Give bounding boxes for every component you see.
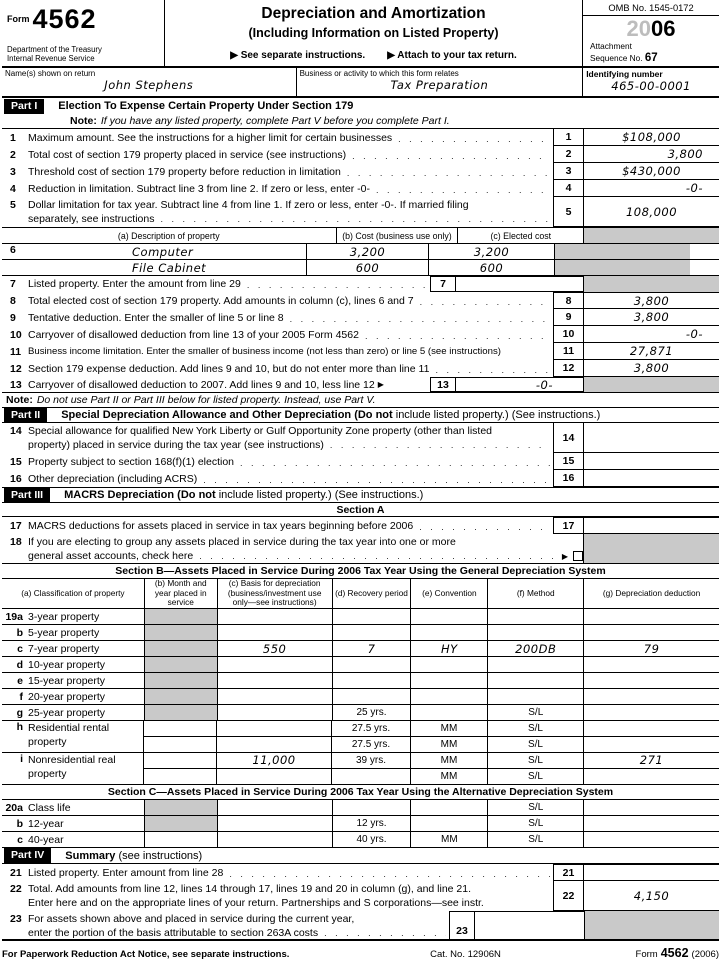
col-c-header: (c) Basis for depreciation (business/investment use only—see instructions) (218, 579, 333, 608)
form-word: Form (7, 14, 30, 24)
row19b-method[interactable] (488, 625, 584, 640)
row19c-method[interactable]: 200DB (488, 641, 584, 656)
row19i2-recovery (332, 769, 411, 784)
line17-value[interactable] (583, 517, 719, 534)
line2-number-box: 2 (553, 146, 583, 163)
row19i1-deduction[interactable]: 271 (639, 753, 664, 768)
line15-value[interactable] (583, 453, 719, 470)
line1-value[interactable]: $108,000 (583, 129, 719, 146)
line9-row: 9 Tentative deduction. Enter the smaller of line 5 or line 8 . . . 9 3,800 (2, 309, 719, 326)
shaded-cell (145, 673, 218, 688)
row19b-basis[interactable] (218, 625, 333, 640)
col-c-header: (c) Elected cost (458, 228, 584, 243)
line6-elected-1[interactable]: 3,200 (429, 244, 555, 259)
section-c-heading: Section C—Assets Placed in Service During 2006 Tax Year Using the Alternative Depreciation System (2, 785, 719, 800)
row20b-recovery: 12 yrs. (333, 816, 412, 831)
row19i2-deduction[interactable] (584, 769, 719, 784)
shaded-cell (145, 689, 218, 704)
line18-row: 18 If you are electing to group any assets placed in service during the tax year into one or more general asset accounts, check here . . . ▶ (2, 534, 719, 564)
line16-row: 16 Other depreciation (including ACRS) . . . 16 (2, 470, 719, 487)
line5-row: 5 Dollar limitation for tax year. Subtract line 4 from line 1. If zero or less, enter -0-. If married filing separately, see instructions . . . 5 108,000 (2, 197, 719, 227)
line15-number-box: 15 (553, 453, 583, 470)
form-number: 4562 (32, 4, 97, 34)
line6-table-header (2, 227, 719, 244)
row20c-basis[interactable] (218, 832, 333, 847)
row19a-deduction[interactable] (584, 609, 719, 624)
taxpayer-info-row (2, 68, 719, 98)
line6-cost-2[interactable]: 600 (307, 260, 429, 275)
line23-row: 23 For assets shown above and placed in service during the current year, enter the portion of the basis attributable to section 263A costs . . . 23 (2, 911, 719, 941)
line10-row: 10 Carryover of disallowed deduction from line 13 of your 2005 Form 4562 . . . 10 -0- (2, 326, 719, 343)
section-b-heading: Section B—Assets Placed in Service During 2006 Tax Year Using the General Depreciation System (2, 564, 719, 579)
shaded-cell (145, 609, 218, 624)
row19f-recovery[interactable] (333, 689, 412, 704)
line18-checkbox[interactable] (573, 551, 583, 561)
line8-value[interactable]: 3,800 (583, 292, 719, 309)
shaded-cell (145, 705, 218, 720)
row-19f: f 20-year property (2, 689, 719, 705)
col-a-header: (a) Description of property (2, 228, 337, 243)
shaded-cell (145, 816, 218, 831)
line8-number-box: 8 (553, 292, 583, 309)
row19b-recovery[interactable] (333, 625, 412, 640)
line16-value[interactable] (583, 470, 719, 487)
shaded-cell (145, 625, 218, 640)
line17-row: 17 MACRS deductions for assets placed in service in tax years beginning before 2006 . . . 17 (2, 517, 719, 534)
row19h1-method: S/L (488, 721, 584, 736)
line22-row: 22 Total. Add amounts from line 12, lines 14 through 17, lines 19 and 20 in column (g), and line 21. Enter here and on the appropriate lines of your return. Partnerships and S corporations—see instr. 22 4,150 (2, 881, 719, 911)
part1-note2: Note: Do not use Part II or Part III below for listed property. Instead, use Part V. (6, 394, 376, 406)
col-e-header: (e) Convention (411, 579, 488, 608)
part4-heading (2, 848, 719, 864)
row19i1-basis[interactable]: 11,000 (217, 753, 332, 768)
row19i2-basis[interactable] (217, 769, 332, 784)
row19a-recovery[interactable] (333, 609, 412, 624)
row19f-method[interactable] (488, 689, 584, 704)
shaded-area (583, 534, 719, 563)
row19e-convention[interactable] (411, 673, 488, 688)
paperwork-notice: For Paperwork Reduction Act Notice, see separate instructions. (2, 949, 290, 960)
arrow-icon: ▶ (561, 551, 568, 561)
line1-number-box: 1 (553, 129, 583, 146)
col-a-header: (a) Classification of property (2, 579, 145, 608)
line23-number-box: 23 (449, 911, 475, 939)
row19g-method: S/L (488, 705, 584, 720)
line7-number-box: 7 (430, 276, 456, 292)
row19c-recovery[interactable]: 7 (333, 641, 412, 656)
line14-row: 14 Special allowance for qualified New York Liberty or Gulf Opportunity Zone property (other than listed property) placed in service during the tax year (see instructions) . . . 14 (2, 423, 719, 453)
row-20b: b 12-year 12 yrs. S/L (2, 816, 719, 832)
form-title-block (165, 0, 583, 66)
shaded-area (555, 244, 690, 259)
shaded-area (584, 276, 719, 292)
part2-badge: Part II (4, 408, 47, 423)
form-subtitle: (Including Information on Listed Property) (248, 26, 499, 40)
line12-value[interactable]: 3,800 (583, 360, 719, 377)
omb-number: OMB No. 1545-0172 (583, 0, 719, 16)
form-footer-id: Form 4562 (2006) (635, 946, 719, 960)
business-field[interactable]: Tax Preparation (390, 78, 489, 92)
row19h1-basis[interactable] (217, 721, 332, 736)
line10-number-box: 10 (553, 326, 583, 343)
row20a-recovery (333, 800, 412, 815)
row-19a: 19a 3-year property (2, 609, 719, 625)
row20c-recovery: 40 yrs. (333, 832, 412, 847)
row19d-recovery[interactable] (333, 657, 412, 672)
line22-value[interactable]: 4,150 (583, 881, 719, 911)
line1-row: 1 Maximum amount. See the instructions for a higher limit for certain businesses . . . 1 $108,000 (2, 129, 719, 146)
row19d-deduction[interactable] (584, 657, 719, 672)
shaded-area (584, 377, 719, 392)
line5-value[interactable]: 108,000 (583, 197, 719, 227)
line3-row: 3 Threshold cost of section 179 property before reduction in limitation . . . 3 $430,000 (2, 163, 719, 180)
row19i1-method: S/L (488, 753, 584, 768)
row19h2-deduction[interactable] (584, 737, 719, 752)
row19b-deduction[interactable] (584, 625, 719, 640)
line4-row: 4 Reduction in limitation. Subtract line 3 from line 2. If zero or less, enter -0- . . . 4 -0- (2, 180, 719, 197)
line14-number-box: 14 (553, 423, 583, 453)
part2-title: Special Depreciation Allowance and Other Depreciation (Do not include listed property.) (See instructions.) (61, 409, 601, 421)
row19h2-convention: MM (411, 737, 488, 752)
col-b-header: (b) Month and year placed in service (145, 579, 218, 608)
line16-number-box: 16 (553, 470, 583, 487)
line15-row: 15 Property subject to section 168(f)(1) election . . . 15 (2, 453, 719, 470)
row19g-convention[interactable] (411, 705, 488, 720)
row-19b: b 5-year property (2, 625, 719, 641)
part1-note: Note: If you have any listed property, complete Part V before you complete Part I. (2, 114, 719, 129)
line22-number-box: 22 (553, 881, 583, 911)
row19d-convention[interactable] (411, 657, 488, 672)
line6-row-2 (2, 260, 719, 276)
part1-title: Election To Expense Certain Property Under Section 179 (58, 100, 354, 112)
attach-note: ▶ Attach to your tax return. (387, 50, 517, 61)
row-19g: g 25-year property 25 yrs. S/L (2, 705, 719, 721)
part1-badge: Part I (4, 99, 44, 114)
macrs-table-header (2, 579, 719, 609)
line8-row: 8 Total elected cost of section 179 property. Add amounts in column (c), lines 6 and 7 . . . 8 3,800 (2, 292, 719, 309)
row19e-basis[interactable] (218, 673, 333, 688)
line13-row: 13 Carryover of disallowed deduction to 2007. Add lines 9 and 10, less line 12 ▶ 13 -0- (2, 377, 719, 393)
row-19i: i Nonresidential real property 11,000 39 yrs. MM S/L 271 MM S/L (2, 753, 719, 785)
business-label: Business or activity to which this form relates (299, 69, 459, 78)
row20a-convention[interactable] (411, 800, 488, 815)
form-header (2, 0, 719, 68)
shaded-area (584, 228, 719, 243)
omb-block (583, 0, 719, 66)
row20a-method: S/L (488, 800, 584, 815)
form-footer (2, 941, 719, 960)
part1-heading (2, 98, 719, 114)
row19h2-basis[interactable] (217, 737, 332, 752)
row19f-deduction[interactable] (584, 689, 719, 704)
row19a-basis[interactable] (218, 609, 333, 624)
part3-title: MACRS Depreciation (Do not include listed property.) (See instructions.) (64, 489, 424, 501)
line12-number-box: 12 (553, 360, 583, 377)
row19d-basis[interactable] (218, 657, 333, 672)
shaded-cell (145, 641, 218, 656)
attachment-sequence: Attachment Sequence No. 67 (590, 41, 658, 65)
row19f-basis[interactable] (218, 689, 333, 704)
line7-row: 7 Listed property. Enter the amount from line 29 . . . 7 (2, 276, 719, 292)
row19h2-recovery: 27.5 yrs. (332, 737, 411, 752)
row19h1-deduction[interactable] (584, 721, 719, 736)
row-19e: e 15-year property (2, 673, 719, 689)
line6-cost-1[interactable]: 3,200 (307, 244, 429, 259)
row19c-convention[interactable]: HY (411, 641, 488, 656)
form-4562-page (1, 0, 719, 972)
catalog-number: Cat. No. 12906N (430, 949, 501, 960)
line6-elected-2[interactable]: 600 (429, 260, 555, 275)
line21-number-box: 21 (553, 864, 583, 881)
name-field[interactable]: John Stephens (104, 78, 194, 92)
row-20c: c 40-year 40 yrs. MM S/L (2, 832, 719, 848)
line23-value[interactable] (475, 911, 585, 939)
row-19c: c 7-year property 550 7 HY 200DB 79 (2, 641, 719, 657)
line3-number-box: 3 (553, 163, 583, 180)
row20b-method: S/L (488, 816, 584, 831)
part4-title: Summary (see instructions) (65, 849, 203, 862)
row19h2-method: S/L (488, 737, 584, 752)
col-b-header: (b) Cost (business use only) (337, 228, 459, 243)
row19d-method[interactable] (488, 657, 584, 672)
row19a-convention[interactable] (411, 609, 488, 624)
row19g-basis[interactable] (218, 705, 333, 720)
row19i1-convention: MM (411, 753, 488, 768)
row19f-convention[interactable] (411, 689, 488, 704)
col-d-header: (d) Recovery period (333, 579, 412, 608)
row19a-method[interactable] (488, 609, 584, 624)
line21-row: 21 Listed property. Enter amount from line 28 . . . 21 (2, 864, 719, 881)
row20b-basis[interactable] (218, 816, 333, 831)
row19i2-convention: MM (411, 769, 488, 784)
line6-description-2[interactable]: File Cabinet (32, 260, 307, 275)
line6-description-1[interactable]: Computer (32, 244, 307, 259)
row-20a: 20a Class life S/L (2, 800, 719, 816)
row19c-basis[interactable]: 550 (218, 641, 333, 656)
row19h1-convention: MM (411, 721, 488, 736)
part4-badge: Part IV (4, 848, 51, 863)
row19g-recovery: 25 yrs. (333, 705, 412, 720)
shaded-area (585, 911, 719, 939)
line2-row: 2 Total cost of section 179 property placed in service (see instructions) . . . 2 3,800 (2, 146, 719, 163)
line10-value[interactable]: -0- (583, 326, 719, 343)
line13-value[interactable]: -0- (456, 377, 584, 392)
line7-value[interactable] (456, 276, 584, 292)
row20b-convention[interactable] (411, 816, 488, 831)
line21-value[interactable] (583, 864, 719, 881)
section-a-heading: Section A (2, 503, 719, 517)
shaded-cell (145, 657, 218, 672)
form-title: Depreciation and Amortization (261, 5, 486, 22)
part3-heading (2, 487, 719, 503)
line9-number-box: 9 (553, 309, 583, 326)
shaded-cell (145, 800, 218, 815)
row20c-method: S/L (488, 832, 584, 847)
line13-number-box: 13 (430, 377, 456, 392)
row-19d: d 10-year property (2, 657, 719, 673)
part3-badge: Part III (4, 488, 50, 503)
row20c-convention: MM (411, 832, 488, 847)
identifying-number-label: Identifying number (586, 69, 663, 79)
row19c-deduction[interactable]: 79 (643, 641, 660, 656)
line2-value[interactable]: 3,800 (583, 146, 719, 163)
line11-row: 11 Business income limitation. Enter the smaller of business income (not less than zero) or line 5 (see instructions) 11 27,871 (2, 343, 719, 360)
line11-value[interactable]: 27,871 (583, 343, 719, 360)
line5-number-box: 5 (553, 197, 583, 227)
row19e-recovery[interactable] (333, 673, 412, 688)
row19i2-method: S/L (488, 769, 584, 784)
identifying-number-field[interactable]: 465-00-0001 (611, 79, 691, 93)
row20a-basis[interactable] (218, 800, 333, 815)
line6-row-1 (2, 244, 719, 260)
line6-number: 6 (10, 244, 16, 256)
line4-value[interactable]: -0- (583, 180, 719, 197)
row19g-deduction[interactable] (584, 705, 719, 720)
department-label: Department of the Treasury Internal Revenue Service (7, 45, 102, 64)
part2-heading (2, 407, 719, 423)
line14-value[interactable] (583, 423, 719, 453)
tax-year: 2006 (626, 16, 676, 41)
row-19h: h Residential rental property 27.5 yrs. MM S/L 27.5 yrs. MM S/L (2, 721, 719, 753)
row19h1-recovery: 27.5 yrs. (332, 721, 411, 736)
arrow-icon: ▶ (377, 380, 384, 389)
row19i1-recovery: 39 yrs. (332, 753, 411, 768)
see-instructions-note: ▶ See separate instructions. (230, 50, 366, 61)
line17-number-box: 17 (553, 517, 583, 534)
row20b-deduction[interactable] (584, 816, 719, 831)
col-f-header: (f) Method (488, 579, 584, 608)
col-g-header: (g) Depreciation deduction (602, 587, 701, 598)
row20a-deduction[interactable] (584, 800, 719, 815)
row19b-convention[interactable] (411, 625, 488, 640)
shaded-area (555, 260, 690, 275)
row19e-deduction[interactable] (584, 673, 719, 688)
form-id-block (2, 0, 165, 66)
row19e-method[interactable] (488, 673, 584, 688)
line12-row: 12 Section 179 expense deduction. Add lines 9 and 10, but do not enter more than line 11 . . . 12 3,800 (2, 360, 719, 377)
line3-value[interactable]: $430,000 (583, 163, 719, 180)
line4-number-box: 4 (553, 180, 583, 197)
name-label: Name(s) shown on return (5, 69, 96, 78)
row20c-deduction[interactable] (584, 832, 719, 847)
line11-number-box: 11 (553, 343, 583, 360)
line9-value[interactable]: 3,800 (583, 309, 719, 326)
